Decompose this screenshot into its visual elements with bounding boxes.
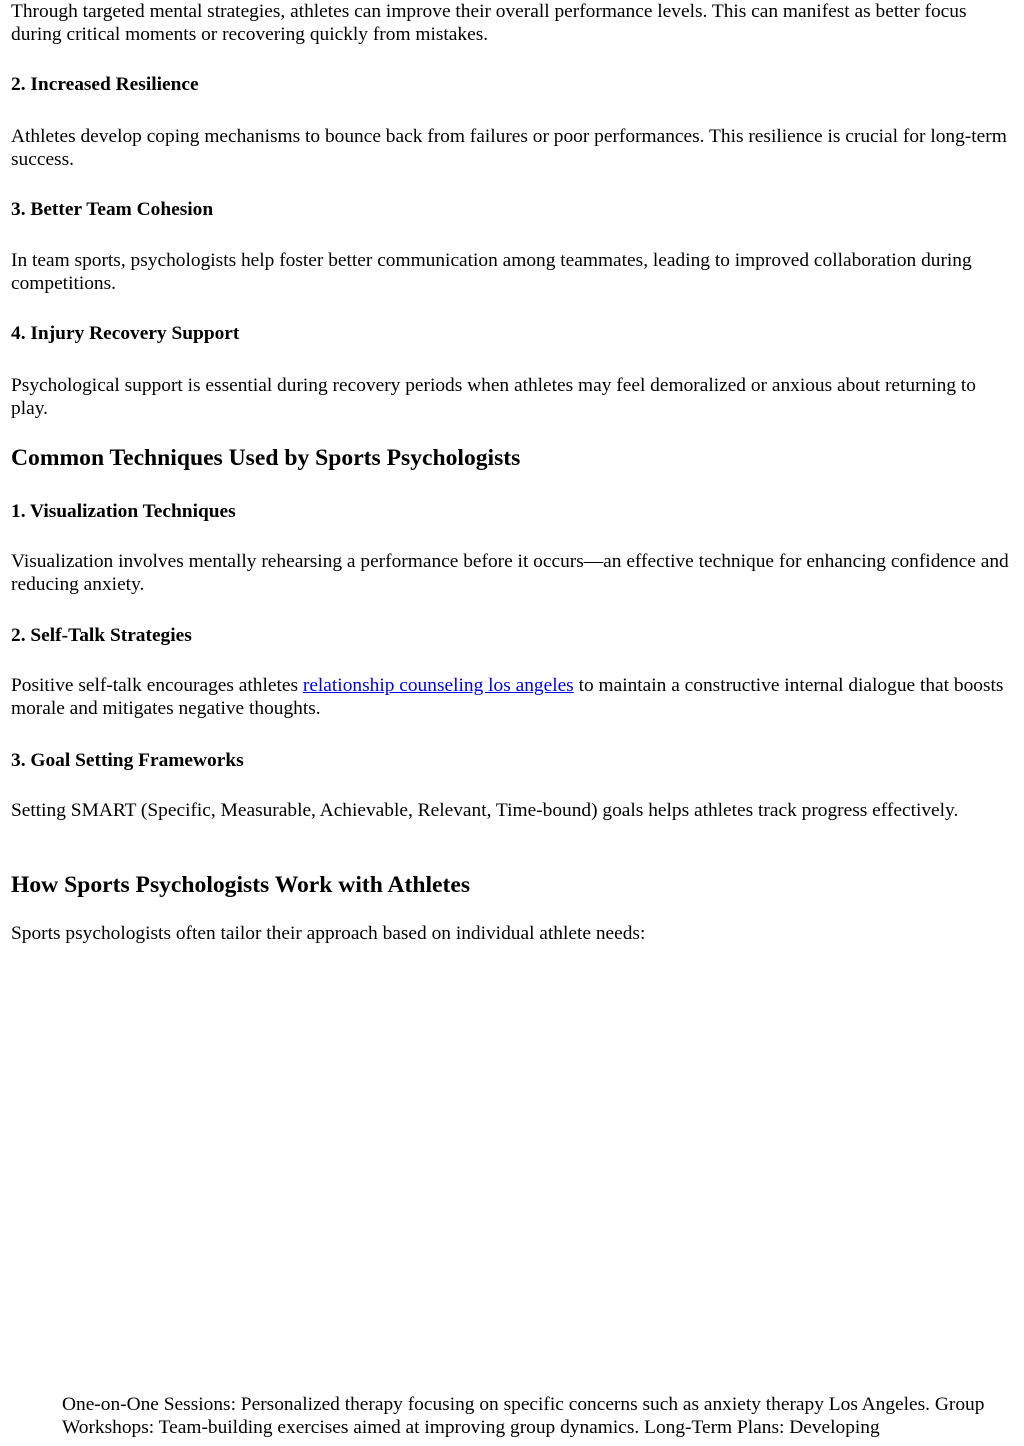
goals-paragraph: Setting SMART (Specific, Measurable, Achievable, Relevant, Time-bound) goals helps athletes track progress effectively.: [11, 800, 959, 821]
approaches-list-text: One-on-One Sessions: Personalized therapy focusing on specific concerns such as anxiety therapy Los Angeles. Group Workshops: Team-building exercises aimed at improving group dynamics. Long-Term Plans: Developing: [62, 1394, 985, 1438]
section-heading-work-with-athletes: How Sports Psychologists Work with Athletes: [11, 872, 471, 898]
self-talk-text-after: to maintain a constructive internal dialogue that boosts morale and mitigates negative thoughts.: [11, 675, 1004, 719]
heading-team-cohesion: 3. Better Team Cohesion: [11, 199, 214, 220]
cohesion-paragraph: In team sports, psychologists help foster better communication among teammates, leading to improved collaboration during competitions.: [11, 250, 972, 294]
performance-paragraph: Through targeted mental strategies, athletes can improve their overall performance levels. This can manifest as better focus during critical moments or recovering quickly from mistakes.: [11, 1, 967, 45]
work-paragraph: Sports psychologists often tailor their approach based on individual athlete needs:: [11, 923, 646, 944]
heading-injury-recovery: 4. Injury Recovery Support: [11, 323, 240, 344]
resilience-paragraph: Athletes develop coping mechanisms to bounce back from failures or poor performances. This resilience is crucial for long-term success.: [11, 126, 1007, 170]
heading-self-talk: 2. Self-Talk Strategies: [11, 625, 192, 646]
relationship-counseling-link[interactable]: relationship counseling los angeles: [302, 675, 574, 696]
heading-visualization: 1. Visualization Techniques: [11, 501, 236, 522]
injury-paragraph: Psychological support is essential during recovery periods when athletes may feel demoralized or anxious about returning to play.: [11, 375, 976, 419]
heading-goal-setting: 3. Goal Setting Frameworks: [11, 750, 244, 771]
section-heading-techniques: Common Techniques Used by Sports Psychologists: [11, 445, 521, 471]
self-talk-text-before: Positive self-talk encourages athletes: [11, 675, 303, 696]
heading-increased-resilience: 2. Increased Resilience: [11, 74, 199, 95]
self-talk-paragraph: [11, 674, 1016, 720]
visualization-paragraph: Visualization involves mentally rehearsing a performance before it occurs—an effective technique for enhancing confidence and reducing anxiety.: [11, 551, 1009, 595]
